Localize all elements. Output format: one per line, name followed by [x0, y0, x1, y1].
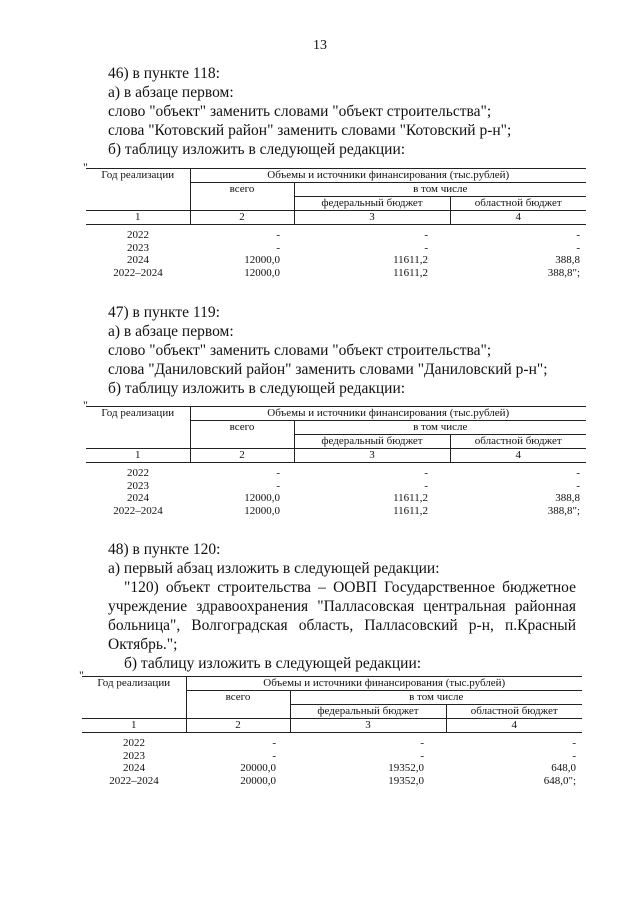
cell-regional: 388,8 — [555, 254, 580, 266]
col-num: 2 — [190, 211, 294, 225]
text-line: слово "объект" заменить словами "объект строительства"; — [108, 103, 492, 120]
text-line: а) в абзаце первом: — [108, 323, 234, 340]
header-including: в том числе — [294, 183, 586, 197]
table-row — [86, 505, 586, 518]
cell-regional: - — [572, 737, 576, 749]
justified-line: "120) объект строительства – ООВП Государственное бюджетное — [124, 579, 576, 596]
opening-quote: " — [83, 160, 88, 174]
cell-total: - — [276, 479, 280, 492]
cell-federal: 11611,2 — [393, 492, 428, 504]
col-num: 4 — [450, 211, 586, 225]
cell-regional: 648,0"; — [543, 774, 576, 787]
col-num: 4 — [446, 719, 582, 733]
cell-year: 2022–2024 — [113, 504, 163, 517]
cell-regional: - — [576, 241, 580, 254]
header-including: в том числе — [290, 691, 582, 705]
cell-total: - — [272, 749, 276, 762]
section-48-b — [124, 654, 576, 673]
header-including: в том числе — [294, 421, 586, 435]
cell-year: 2022–2024 — [113, 266, 163, 279]
text-line: а) первый абзац изложить в следующей редакции: — [108, 560, 440, 577]
text-line: 48) в пункте 120: — [108, 541, 221, 558]
col-num: 1 — [86, 211, 190, 225]
header-total: всего — [186, 691, 290, 719]
table-row — [86, 463, 586, 480]
cell-regional: 648,0 — [551, 762, 576, 774]
header-year: Год реализации — [82, 677, 186, 719]
text-line: б) таблицу изложить в следующей редакции: — [124, 655, 422, 672]
cell-year: 2022 — [127, 467, 149, 479]
text-line: 47) в пункте 119: — [108, 304, 220, 321]
cell-federal: - — [420, 749, 424, 762]
justified-line: учреждение здравоохранения "Палласовская центральная районная — [108, 598, 576, 615]
opening-quote: " — [79, 668, 84, 682]
section-46-text — [108, 64, 576, 159]
section-48-text — [108, 540, 576, 578]
header-federal: федеральный бюджет — [294, 435, 450, 449]
section-48-quote-body — [108, 597, 576, 654]
table-row — [82, 775, 582, 788]
cell-regional: 388,8"; — [547, 504, 580, 517]
table-row — [86, 267, 586, 280]
text-line: слова "Котовский район" заменить словами "Котовский р-н"; — [108, 122, 512, 139]
cell-total: - — [276, 241, 280, 254]
cell-federal: 11611,2 — [393, 254, 428, 266]
col-num: 2 — [190, 449, 294, 463]
header-total: всего — [190, 183, 294, 211]
text-line: а) в абзаце первом: — [108, 84, 234, 101]
table-row — [86, 254, 586, 267]
text-line: слово "объект" заменить словами "объект строительства"; — [108, 342, 492, 359]
cell-regional: - — [576, 467, 580, 479]
col-num: 2 — [186, 719, 290, 733]
cell-total: - — [276, 467, 280, 479]
header-year: Год реализации — [86, 407, 190, 449]
header-funding: Объемы и источники финансирования (тыс.рублей) — [190, 407, 586, 421]
cell-regional: - — [572, 749, 576, 762]
cell-total: 12000,0 — [244, 266, 280, 279]
cell-total: 12000,0 — [244, 254, 280, 266]
section-48-quote-first — [124, 578, 576, 597]
cell-federal: - — [424, 241, 428, 254]
table-row — [86, 242, 586, 255]
cell-total: 20000,0 — [240, 774, 276, 787]
text-line: Октябрь."; — [108, 636, 178, 653]
cell-total: - — [276, 229, 280, 241]
header-regional: областной бюджет — [450, 197, 586, 211]
table-row — [82, 733, 582, 750]
cell-regional: - — [576, 229, 580, 241]
cell-year: 2023 — [127, 479, 149, 492]
col-num: 1 — [82, 719, 186, 733]
header-regional: областной бюджет — [446, 705, 582, 719]
header-regional: областной бюджет — [450, 435, 586, 449]
funding-table-46 — [86, 168, 586, 279]
cell-regional: - — [576, 479, 580, 492]
funding-table-48 — [82, 676, 582, 787]
cell-year: 2024 — [127, 492, 149, 504]
cell-federal: 19352,0 — [388, 762, 424, 774]
cell-year: 2022 — [127, 229, 149, 241]
col-num: 3 — [294, 449, 450, 463]
table-row — [82, 762, 582, 775]
text-line: б) таблицу изложить в следующей редакции: — [108, 380, 406, 397]
section-47-text — [108, 303, 576, 398]
cell-federal: 11611,2 — [393, 266, 428, 279]
cell-year: 2024 — [127, 254, 149, 266]
table-row — [86, 225, 586, 242]
cell-year: 2023 — [123, 749, 145, 762]
funding-table-47 — [86, 406, 586, 517]
justified-line: больница", Волгоградская область, Палласовский р-н, п.Красный — [108, 617, 576, 634]
page-number: 13 — [313, 38, 327, 53]
cell-year: 2024 — [123, 762, 145, 774]
cell-total: 12000,0 — [244, 504, 280, 517]
col-num: 1 — [86, 449, 190, 463]
col-num: 3 — [290, 719, 446, 733]
cell-federal: - — [424, 467, 428, 479]
header-funding: Объемы и источники финансирования (тыс.рублей) — [190, 169, 586, 183]
cell-total: 12000,0 — [244, 492, 280, 504]
table-row — [82, 750, 582, 763]
opening-quote: " — [83, 398, 88, 412]
cell-year: 2022 — [123, 737, 145, 749]
header-total: всего — [190, 421, 294, 449]
cell-regional: 388,8 — [555, 492, 580, 504]
cell-total: 20000,0 — [240, 762, 276, 774]
col-num: 3 — [294, 211, 450, 225]
cell-year: 2022–2024 — [109, 774, 159, 787]
header-federal: федеральный бюджет — [294, 197, 450, 211]
cell-federal: 11611,2 — [393, 504, 428, 517]
table-row — [86, 480, 586, 493]
cell-total: - — [272, 737, 276, 749]
col-num: 4 — [450, 449, 586, 463]
cell-federal: - — [424, 479, 428, 492]
text-line: 46) в пункте 118: — [108, 65, 220, 82]
cell-federal: 19352,0 — [388, 774, 424, 787]
cell-regional: 388,8"; — [547, 266, 580, 279]
table-row — [86, 492, 586, 505]
header-year: Год реализации — [86, 169, 190, 211]
text-line: б) таблицу изложить в следующей редакции: — [108, 141, 406, 158]
header-funding: Объемы и источники финансирования (тыс.рублей) — [186, 677, 582, 691]
cell-federal: - — [424, 229, 428, 241]
header-federal: федеральный бюджет — [290, 705, 446, 719]
cell-federal: - — [420, 737, 424, 749]
text-line: слова "Даниловский район" заменить словами "Даниловский р-н"; — [108, 361, 548, 378]
cell-year: 2023 — [127, 241, 149, 254]
